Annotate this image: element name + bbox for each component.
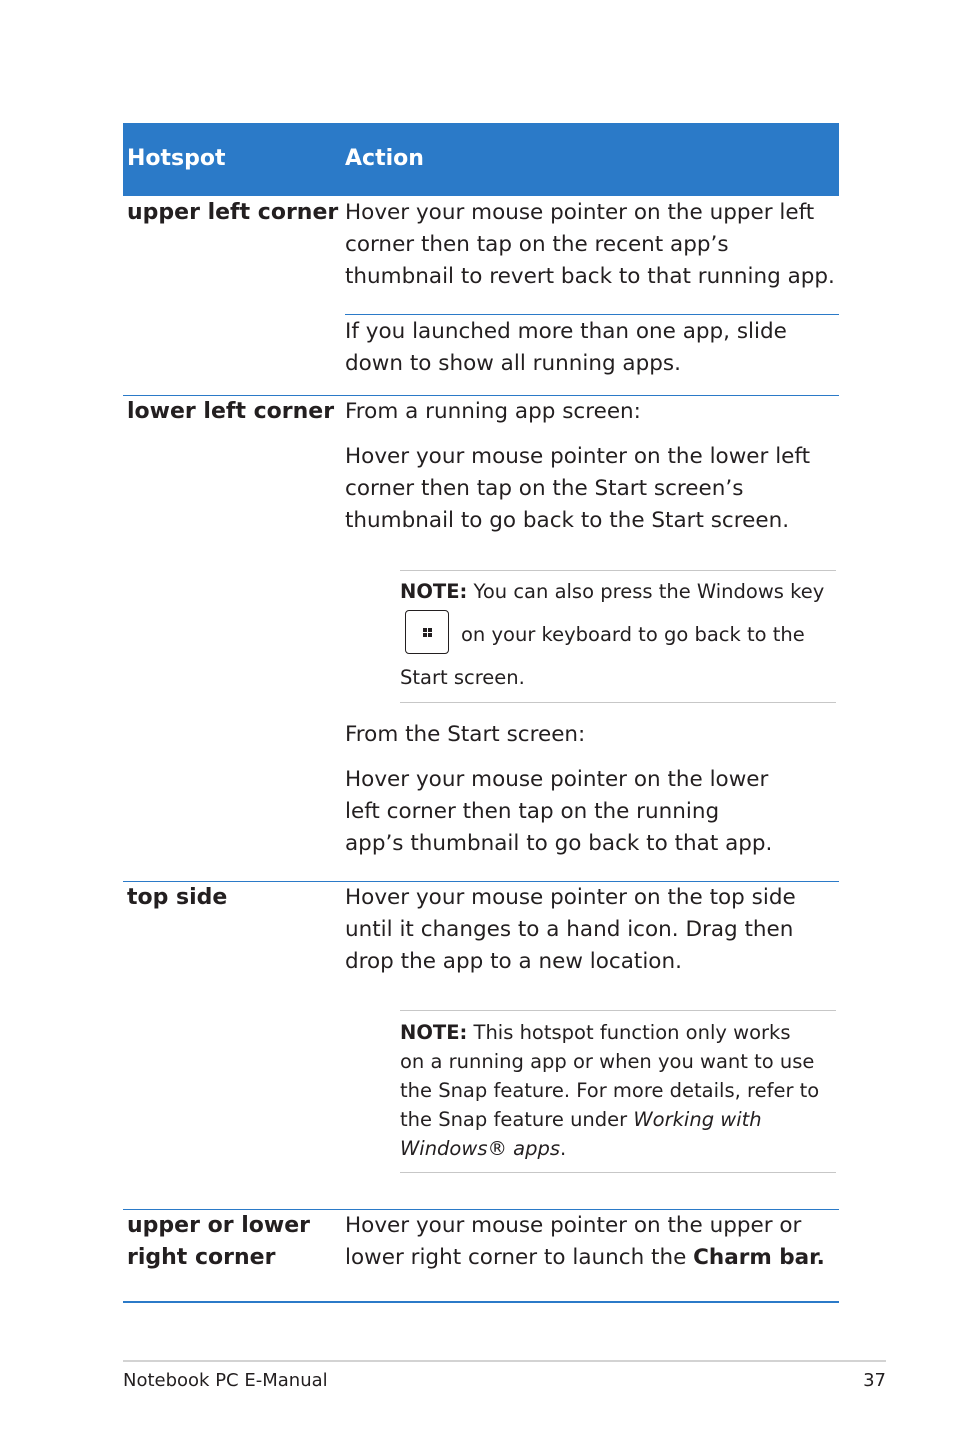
header-action: Action bbox=[345, 146, 424, 171]
note-bottom-rule bbox=[400, 702, 836, 703]
page-number: 37 bbox=[863, 1370, 886, 1391]
note-end: . bbox=[560, 1137, 567, 1160]
hotspot-top-side: top side bbox=[127, 885, 228, 910]
note-snap bbox=[400, 1018, 820, 1163]
header-hotspot: Hotspot bbox=[127, 146, 226, 171]
action-text: Hover your mouse pointer on the upper or lower right corner to launch the bbox=[345, 1213, 802, 1270]
footer-title: Notebook PC E-Manual bbox=[123, 1370, 328, 1391]
note-text-after-key: on your keyboard to go back to the bbox=[461, 623, 805, 646]
note-text: This hotspot function only works on a running app or when you want to use the Snap feature. For more details, refer to the Snap feature under bbox=[400, 1021, 820, 1131]
action-lower-left-2: Hover your mouse pointer on the lower left corner then tap on the Start screen’s thumbnail to go back to the Start screen. bbox=[345, 444, 811, 533]
action-right-corner bbox=[345, 1210, 839, 1274]
action-lower-left-1: From a running app screen: bbox=[345, 399, 641, 424]
note-windows-key bbox=[400, 577, 836, 606]
note-text-end: Start screen. bbox=[400, 666, 525, 689]
hotspot-upper-left: upper left corner bbox=[127, 200, 339, 225]
charm-bar-label: Charm bar. bbox=[693, 1245, 825, 1270]
action-lower-left-4: Hover your mouse pointer on the lower left corner then tap on the running app’s thumbnail to go back to that app. bbox=[345, 767, 773, 856]
action-upper-left-2: If you launched more than one app, slide down to show all running apps. bbox=[345, 319, 787, 376]
note-label: NOTE: bbox=[400, 1021, 468, 1044]
note-bottom-rule bbox=[400, 1172, 836, 1173]
note-italic-link: Working with Windows® apps bbox=[400, 1108, 762, 1160]
note-top-rule bbox=[400, 570, 836, 571]
hotspot-lower-left: lower left corner bbox=[127, 399, 335, 424]
note-top-rule bbox=[400, 1010, 836, 1011]
note-text: You can also press the Windows key bbox=[473, 580, 825, 603]
action-upper-left-1: Hover your mouse pointer on the upper left corner then tap on the recent app’s thumbnail to revert back to that running app. bbox=[345, 200, 835, 289]
footer-rule bbox=[123, 1360, 886, 1362]
note-label: NOTE: bbox=[400, 580, 468, 603]
windows-logo-icon bbox=[423, 628, 433, 638]
table-bottom-rule bbox=[123, 1301, 839, 1303]
divider bbox=[345, 314, 839, 315]
action-top-side: Hover your mouse pointer on the top side until it changes to a hand icon. Drag then drop the app to a new location. bbox=[345, 885, 796, 974]
table-header bbox=[123, 123, 839, 196]
action-lower-left-3: From the Start screen: bbox=[345, 722, 586, 747]
windows-key-icon bbox=[405, 610, 449, 654]
hotspot-right-corner: upper or lower right corner bbox=[127, 1213, 310, 1270]
